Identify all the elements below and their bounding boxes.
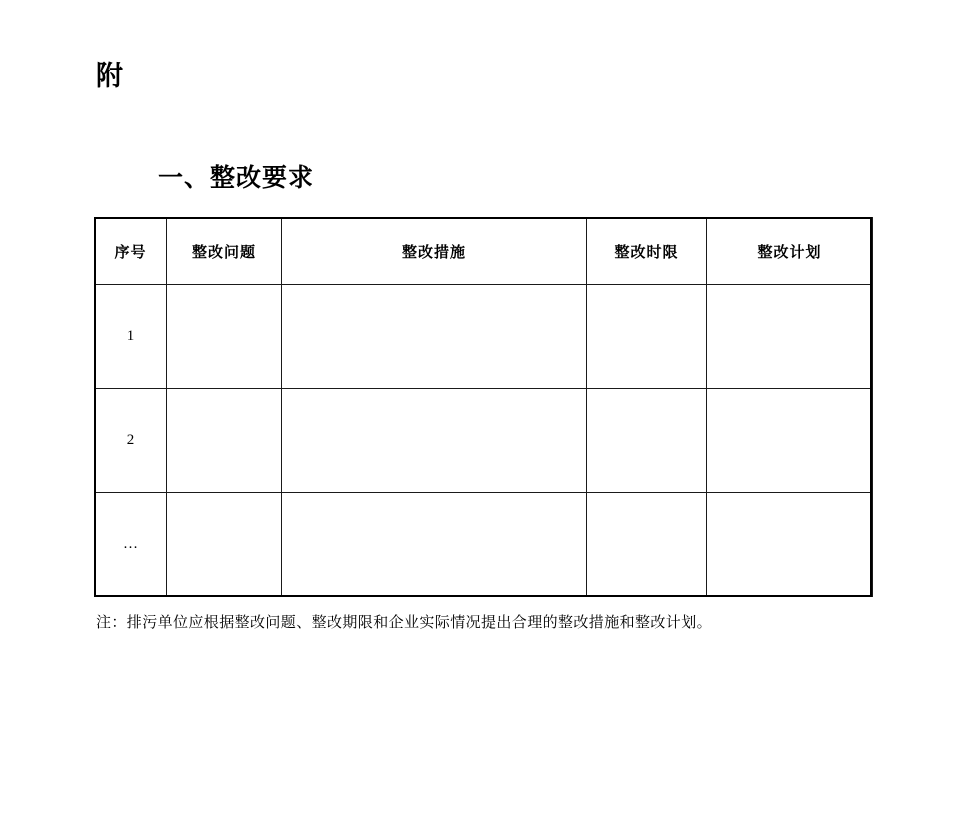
column-header-problem: 整改问题 <box>167 218 282 285</box>
cell-plan[interactable] <box>707 493 873 597</box>
table-header-row <box>95 218 873 285</box>
column-header-index: 序号 <box>95 218 167 285</box>
cell-index: 2 <box>95 389 167 493</box>
cell-deadline[interactable] <box>587 493 707 597</box>
column-header-plan: 整改计划 <box>707 218 873 285</box>
column-header-measure: 整改措施 <box>282 218 587 285</box>
rectification-requirements-table <box>94 217 873 597</box>
cell-measure[interactable] <box>282 493 587 597</box>
cell-problem[interactable] <box>167 389 282 493</box>
rectification-table-wrapper <box>94 217 872 597</box>
cell-measure[interactable] <box>282 285 587 389</box>
page-title: 一、整改要求 <box>158 163 315 192</box>
column-header-deadline: 整改时限 <box>587 218 707 285</box>
cell-plan[interactable] <box>707 285 873 389</box>
table-row <box>95 285 873 389</box>
cell-problem[interactable] <box>167 493 282 597</box>
table-row <box>95 389 873 493</box>
cell-index: … <box>95 493 167 597</box>
cell-deadline[interactable] <box>587 285 707 389</box>
cell-problem[interactable] <box>167 285 282 389</box>
cell-plan[interactable] <box>707 389 873 493</box>
attachment-label: 附 <box>96 61 124 92</box>
cell-deadline[interactable] <box>587 389 707 493</box>
table-row <box>95 493 873 597</box>
cell-measure[interactable] <box>282 389 587 493</box>
cell-index: 1 <box>95 285 167 389</box>
table-note: 注：排污单位应根据整改问题、整改期限和企业实际情况提出合理的整改措施和整改计划。 <box>96 613 713 631</box>
